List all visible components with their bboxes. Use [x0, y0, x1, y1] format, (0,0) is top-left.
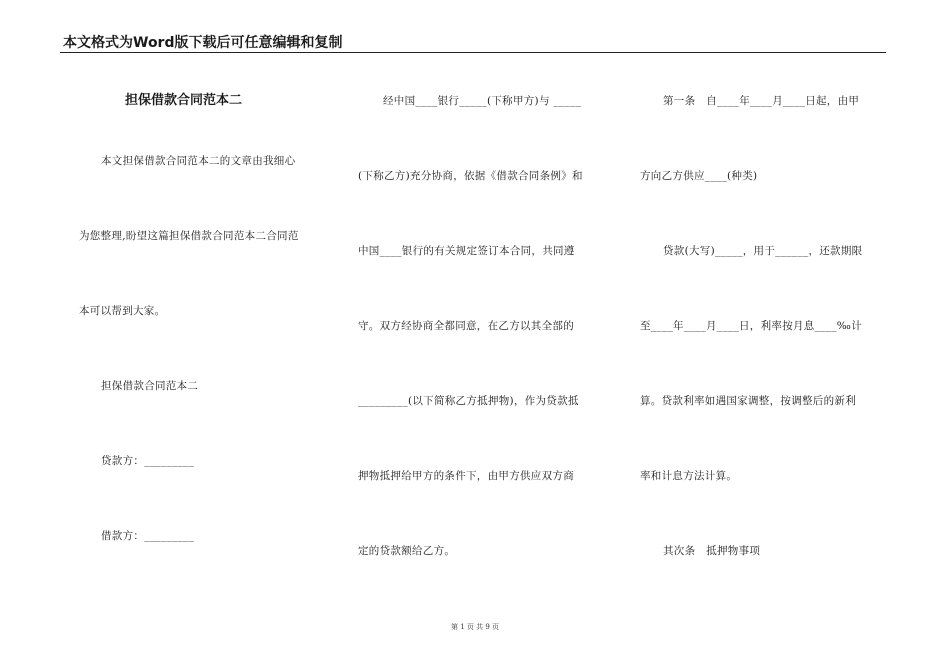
column1-line-4: 担保借款合同范本二 — [101, 380, 199, 392]
column1-line-3: 本可以帮到大家。 — [79, 305, 166, 317]
column2-line-7: 定的贷款额给乙方。 — [358, 545, 456, 557]
lender-field: 贷款方：_________ — [101, 455, 195, 467]
column2-line-6: 押物抵押给甲方的条件下，由甲方供应双方商 — [358, 470, 574, 482]
column2-line-3: 中国____银行的有关规定签订本合同，共同遵 — [358, 245, 575, 257]
column2-line-5: _________(以下简称乙方抵押物)，作为贷款抵 — [358, 395, 579, 407]
article-1-heading: 第一条 自____年____月____日起，由甲 — [663, 95, 860, 107]
column3-line-3: 贷款(大写)_____，用于______，还款期限 — [663, 245, 863, 257]
article-2-heading: 其次条 抵押物事项 — [663, 545, 761, 557]
header-rule — [60, 52, 886, 53]
column3-line-2: 方向乙方供应____(种类) — [640, 170, 758, 182]
column2-line-1: 经中国____银行_____(下称甲方)与 _____ — [383, 95, 582, 107]
column3-line-5: 算。贷款利率如遇国家调整，按调整后的新利 — [640, 395, 856, 407]
column3-line-4: 至____年____月____日，利率按月息____‰计 — [640, 320, 862, 332]
header-banner: 本文格式为Word版下载后可任意编辑和复制 — [63, 35, 343, 51]
column3-line-6: 率和计息方法计算。 — [640, 470, 738, 482]
column1-line-1: 本文担保借款合同范本二的文章由我细心 — [101, 155, 296, 167]
page-number: 第 1 页 共 9 页 — [450, 623, 500, 631]
column2-line-2: (下称乙方)充分协商，依据《借款合同条例》和 — [358, 170, 583, 182]
borrower-field: 借款方：_________ — [101, 530, 195, 542]
column1-line-2: 为您整理,盼望这篇担保借款合同范本二合同范 — [79, 230, 299, 242]
document-title: 担保借款合同范本二 — [125, 93, 243, 108]
column2-line-4: 守。双方经协商全都同意，在乙方以其全部的 — [358, 320, 574, 332]
